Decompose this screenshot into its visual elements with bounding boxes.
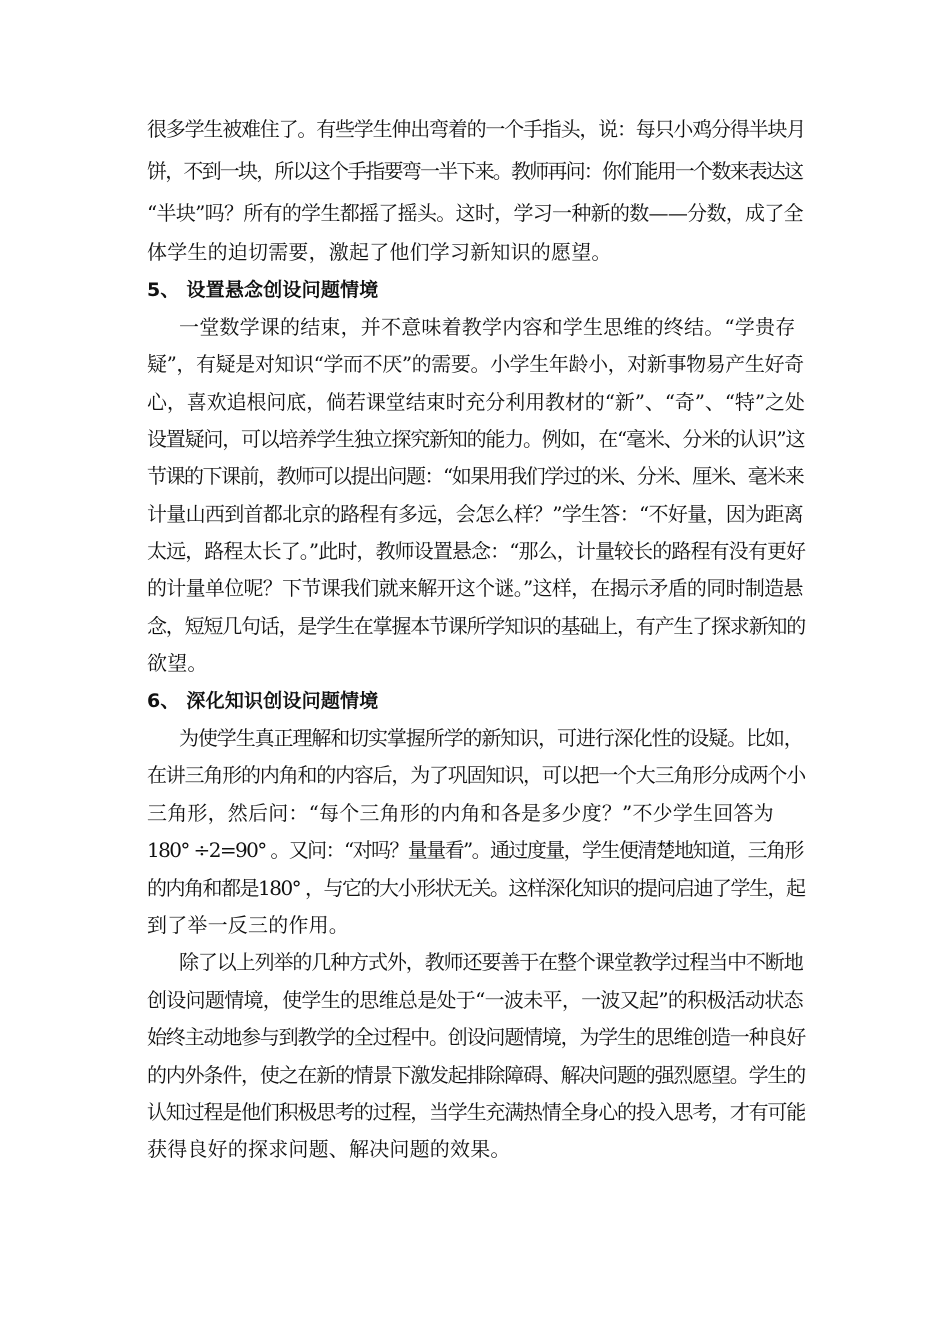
paragraph-line: 在讲三角形的内角和的内容后，为了巩固知识，可以把一个大三角形分成两个小 <box>147 763 805 787</box>
paragraph-line: 太远，路程太长了。”此时，教师设置悬念：“那么，计量较长的路程有没有更好 <box>147 539 806 563</box>
paragraph-line: 为使学生真正理解和切实掌握所学的新知识，可进行深化性的设疑。比如， <box>179 726 803 750</box>
paragraph-line: 认知过程是他们积极思考的过程，当学生充满热情全身心的投入思考，才有可能 <box>147 1100 805 1124</box>
paragraph-line: 除了以上列举的几种方式外，教师还要善于在整个课堂教学过程当中不断地 <box>179 950 803 974</box>
paragraph-line: 创设问题情境，使学生的思维总是处于“一波未平，一波又起”的积极活动状态 <box>147 988 803 1012</box>
paragraph-line: 180° ÷2=90° 。又问：“对吗？量量看”。通过度量，学生便清楚地知道，三角形 <box>147 838 803 862</box>
paragraph-line: 心，喜欢追根问底，倘若课堂结束时充分利用教材的“新”、“奇”、“特”之处 <box>147 390 805 414</box>
paragraph-line: 设置疑问，可以培养学生独立探究新知的能力。例如，在“毫米、分米的认识”这 <box>147 427 805 451</box>
paragraph-line: 节课的下课前，教师可以提出问题：“如果用我们学过的米、分米、厘米、毫米来 <box>147 464 804 488</box>
paragraph-line: 欲望。 <box>147 651 208 675</box>
paragraph-line: 的计量单位呢？下节课我们就来解开这个谜。”这样，在揭示矛盾的同时制造悬 <box>147 576 803 600</box>
paragraph-line: “半块”吗？所有的学生都摇了摇头。这时，学习一种新的数——分数，成了全 <box>147 201 803 225</box>
paragraph-line: 到了举一反三的作用。 <box>147 913 349 937</box>
paragraph-line: 一堂数学课的结束，并不意味着教学内容和学生思维的终结。“学贵存 <box>179 315 796 339</box>
paragraph-line: 念，短短几句话，是学生在掌握本节课所学知识的基础上，有产生了探求新知的 <box>147 614 805 638</box>
paragraph-line: 疑”，有疑是对知识“学而不厌”的需要。小学生年龄小，对新事物易产生好奇 <box>147 352 804 376</box>
paragraph-line: 的内角和都是180° ，与它的大小形状无关。这样深化知识的提问启迪了学生，起 <box>147 876 805 900</box>
paragraph-line: 三角形，然后问：“每个三角形的内角和各是多少度？”不少学生回答为 <box>147 801 774 825</box>
paragraph-line: 饼，不到一块，所以这个手指要弯一半下来。教师再问：你们能用一个数来表达这 <box>147 159 803 183</box>
paragraph-line: 很多学生被难住了。有些学生伸出弯着的一个手指头，说：每只小鸡分得半块月 <box>147 117 805 141</box>
section-heading-5: 5、 设置悬念创设问题情境 <box>147 279 379 301</box>
paragraph-line: 始终主动地参与到教学的全过程中。创设问题情境，为学生的思维创造一种良好 <box>147 1025 805 1049</box>
section-heading-6: 6、 深化知识创设问题情境 <box>147 690 379 712</box>
paragraph-line: 的内外条件，使之在新的情景下激发起排除障碍、解决问题的强烈愿望。学生的 <box>147 1063 805 1087</box>
paragraph-line: 计量山西到首都北京的路程有多远，会怎么样？”学生答：“不好量，因为距离 <box>147 502 803 526</box>
paragraph-line: 获得良好的探求问题、解决问题的效果。 <box>147 1137 511 1161</box>
paragraph-line: 体学生的迫切需要，激起了他们学习新知识的愿望。 <box>147 240 612 264</box>
